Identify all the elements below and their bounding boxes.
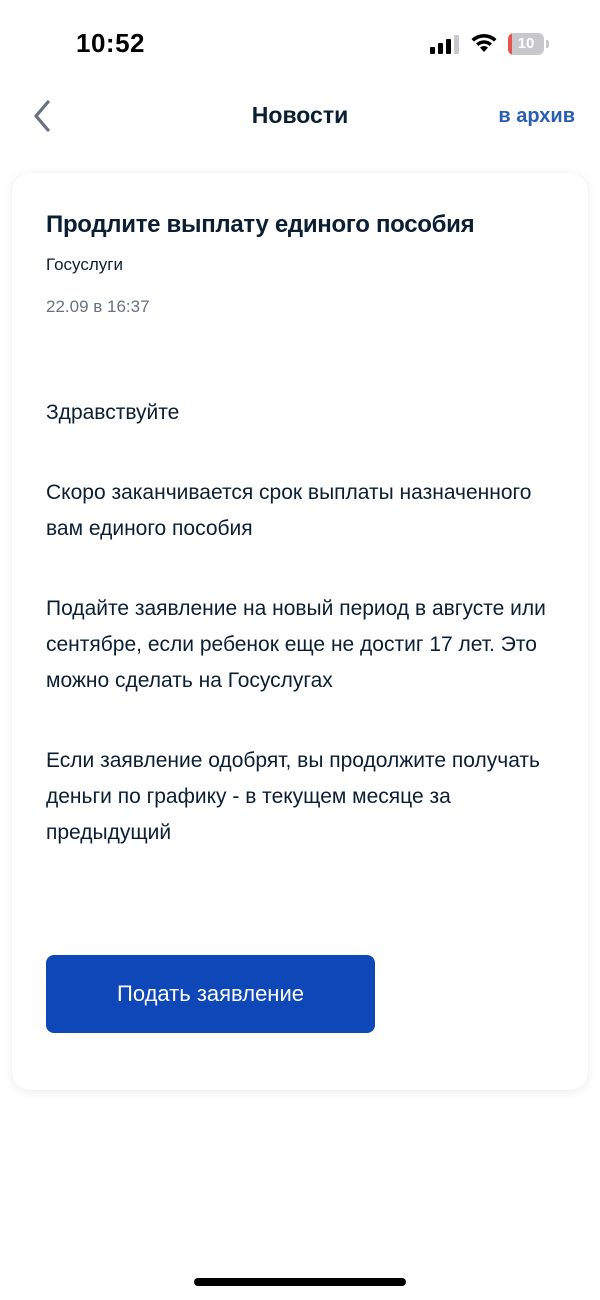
wifi-icon bbox=[470, 31, 498, 53]
back-button[interactable] bbox=[24, 94, 64, 138]
battery-cap bbox=[546, 40, 549, 48]
status-bar bbox=[0, 0, 600, 90]
status-time: 10:52 bbox=[76, 28, 145, 58]
news-paragraph: Если заявление одобрят, вы продолжите получать деньги по графику - в текущем месяце за предыдущий bbox=[46, 749, 540, 844]
news-paragraph: Здравствуйте bbox=[46, 401, 180, 424]
battery-level: 10 bbox=[517, 35, 535, 52]
battery-icon bbox=[508, 33, 548, 55]
signal-icon bbox=[430, 34, 460, 54]
nav-bar bbox=[0, 90, 600, 144]
chevron-left-icon bbox=[24, 94, 64, 138]
news-source: Госуслуги bbox=[46, 255, 123, 274]
page-title: Новости bbox=[251, 102, 349, 128]
news-paragraph: Скоро заканчивается срок выплаты назначенного вам единого пособия bbox=[46, 481, 532, 540]
battery-body bbox=[508, 33, 544, 55]
submit-application-button[interactable]: Подать заявление bbox=[46, 955, 375, 1033]
home-indicator[interactable] bbox=[194, 1278, 406, 1286]
news-date: 22.09 в 16:37 bbox=[46, 297, 150, 316]
news-card bbox=[12, 173, 588, 1090]
news-paragraph: Подайте заявление на новый период в августе или сентябре, если ребенок еще не достиг 17 лет. Это можно сделать на Госуслугах bbox=[46, 597, 546, 692]
archive-link[interactable]: в архив bbox=[498, 105, 575, 127]
news-title: Продлите выплату единого пособия bbox=[46, 211, 475, 238]
news-body bbox=[46, 395, 556, 895]
